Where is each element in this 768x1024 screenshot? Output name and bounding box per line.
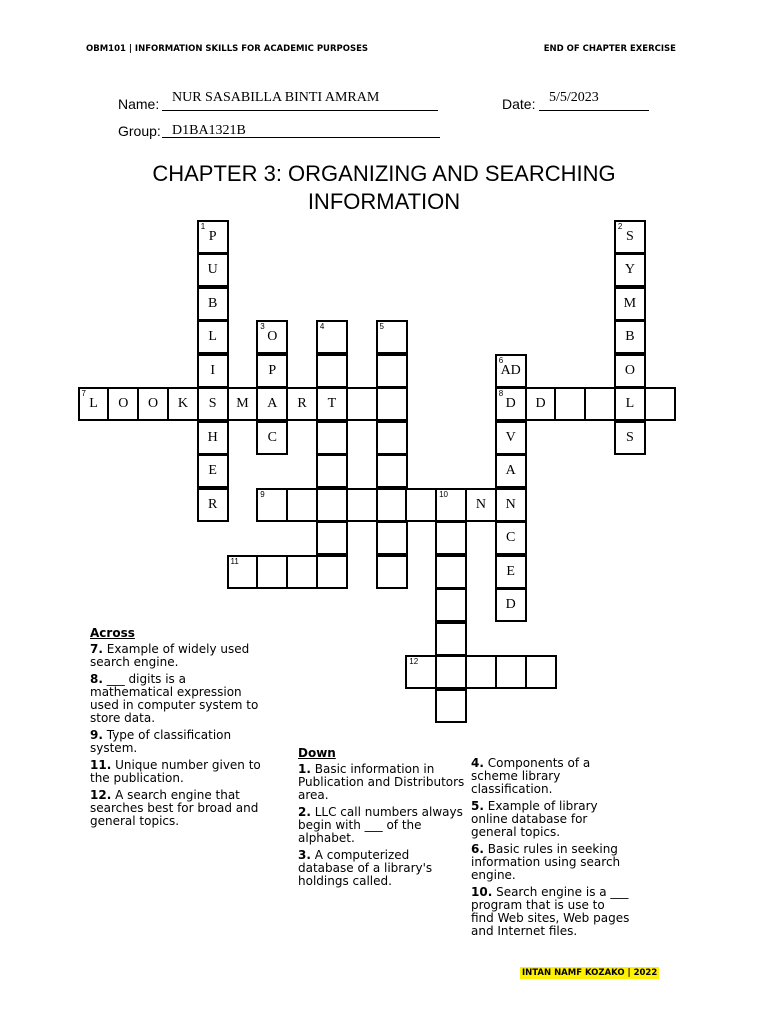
down-clues: [298, 747, 468, 892]
group-label: Group:: [118, 123, 161, 139]
crossword-cell[interactable]: [495, 521, 527, 555]
crossword-cell[interactable]: [465, 655, 497, 689]
clue-text: Example of widely used search engine.: [90, 642, 250, 669]
clue-text: A computerized database of a library's holdings called.: [298, 848, 433, 888]
cell-letter: S: [208, 396, 217, 411]
crossword-cell[interactable]: [376, 320, 408, 354]
cell-letter: B: [208, 295, 218, 311]
crossword-cell[interactable]: [525, 655, 557, 689]
crossword-cell[interactable]: [256, 421, 288, 455]
crossword-cell[interactable]: [286, 387, 318, 421]
cell-letter: K: [177, 396, 188, 411]
cell-letter: V: [505, 429, 516, 445]
clue-number: 5.: [471, 799, 484, 813]
down-clues-continued: [471, 757, 631, 942]
crossword-cell[interactable]: [346, 488, 378, 522]
crossword-cell[interactable]: [286, 488, 318, 522]
clue-item: [90, 729, 270, 755]
crossword-cell[interactable]: [197, 354, 229, 388]
crossword-cell[interactable]: [256, 354, 288, 388]
clue-number: 1.: [298, 762, 311, 776]
crossword-cell[interactable]: [614, 354, 646, 388]
crossword-cell[interactable]: [197, 320, 229, 354]
cell-number: 2: [617, 221, 623, 231]
crossword-cell[interactable]: [435, 655, 467, 689]
crossword-cell[interactable]: [316, 555, 348, 589]
name-value: NUR SASABILLA BINTI AMRAM: [172, 90, 380, 105]
crossword-cell[interactable]: [286, 555, 318, 589]
footer-author: INTAN NAMF KOZAKO | 2022: [522, 968, 658, 978]
crossword-cell[interactable]: [376, 354, 408, 388]
course-title: OBM101 | INFORMATION SKILLS FOR ACADEMIC PURPOSES: [86, 44, 368, 54]
cell-letter: I: [210, 362, 216, 378]
cell-letter: A: [267, 396, 278, 411]
crossword-cell[interactable]: [197, 488, 229, 522]
crossword-cell[interactable]: [376, 387, 408, 421]
crossword-cell[interactable]: [197, 421, 229, 455]
cell-letter: S: [625, 429, 634, 445]
crossword-cell[interactable]: [376, 521, 408, 555]
clue-item: [298, 806, 468, 845]
clue-number: 7.: [90, 642, 103, 656]
cell-number: 10: [439, 489, 448, 499]
cell-letter: N: [505, 496, 516, 512]
crossword-cell[interactable]: [256, 387, 288, 421]
cell-number: 6: [498, 355, 504, 365]
cell-number: 12: [409, 657, 419, 666]
crossword-cell[interactable]: [376, 488, 408, 522]
crossword-cell[interactable]: [137, 387, 169, 421]
cell-letter: M: [236, 396, 249, 411]
crossword-cell[interactable]: [197, 253, 229, 287]
crossword-cell[interactable]: [316, 421, 348, 455]
cell-letter: O: [118, 396, 129, 411]
cell-letter: E: [208, 463, 217, 478]
crossword-cell[interactable]: [495, 488, 527, 522]
crossword-cell[interactable]: [256, 555, 288, 589]
cell-number: 3: [260, 322, 265, 331]
clue-text: Type of classification system.: [90, 728, 232, 755]
clue-number: 11.: [90, 758, 112, 772]
cell-number: 9: [260, 489, 265, 499]
clue-number: 3.: [298, 848, 311, 862]
clue-text: Basic rules in seeking information using search engine.: [471, 842, 621, 882]
cell-letter: E: [506, 563, 515, 579]
clue-text: Search engine is a ___ program that is use to find Web sites, Web pages and Internet files.: [471, 885, 630, 938]
clue-item: [90, 789, 270, 828]
cell-number: 7: [81, 389, 86, 398]
section-title: END OF CHAPTER EXERCISE: [543, 44, 676, 54]
crossword-cell[interactable]: [465, 488, 497, 522]
crossword-cell[interactable]: [614, 253, 646, 287]
cell-number: 5: [379, 322, 384, 331]
crossword-cell[interactable]: [107, 387, 139, 421]
crossword-cell[interactable]: [346, 387, 378, 421]
clue-item: [471, 757, 631, 796]
clue-text: LLC call numbers always begin with ___ of the alphabet.: [298, 805, 463, 845]
crossword-cell[interactable]: [376, 421, 408, 455]
group-value: D1BA1321B: [172, 123, 246, 138]
clue-number: 6.: [471, 842, 484, 856]
crossword-cell[interactable]: [405, 488, 437, 522]
crossword-cell[interactable]: [435, 488, 467, 522]
clue-text: Basic information in Publication and Distributors area.: [298, 762, 465, 802]
crossword-cell[interactable]: [614, 421, 646, 455]
crossword-cell[interactable]: [197, 220, 229, 254]
chapter-subtitle: INFORMATION: [307, 189, 461, 214]
crossword-cell[interactable]: [405, 655, 437, 689]
crossword-cell[interactable]: [197, 387, 229, 421]
clue-number: 4.: [471, 756, 484, 770]
crossword-cell[interactable]: [614, 220, 646, 254]
cell-letter: M: [623, 295, 637, 311]
crossword-cell[interactable]: [495, 354, 527, 388]
cell-letter: D: [505, 597, 516, 612]
cell-letter: P: [268, 362, 277, 378]
crossword-cell[interactable]: [584, 387, 616, 421]
cell-letter: O: [267, 329, 278, 344]
cell-letter: AD: [500, 362, 521, 378]
crossword-cell[interactable]: [614, 320, 646, 354]
name-label: Name:: [118, 96, 160, 112]
cell-letter: C: [506, 530, 516, 545]
crossword-cell[interactable]: [495, 454, 527, 488]
crossword-cell[interactable]: [614, 287, 646, 321]
crossword-cell[interactable]: [227, 555, 259, 589]
cell-letter: B: [625, 329, 635, 344]
crossword-cell[interactable]: [554, 387, 586, 421]
crossword-cell[interactable]: [316, 521, 348, 555]
crossword-cell[interactable]: [316, 354, 348, 388]
cell-letter: H: [207, 429, 218, 445]
crossword-cell[interactable]: [316, 387, 348, 421]
crossword-cell[interactable]: [495, 421, 527, 455]
clue-item: [90, 643, 270, 669]
crossword-cell[interactable]: [614, 387, 646, 421]
clue-number: 10.: [471, 885, 493, 899]
clue-number: 8.: [90, 672, 103, 686]
cell-letter: C: [267, 429, 277, 445]
clue-number: 9.: [90, 728, 103, 742]
crossword-cell[interactable]: [256, 320, 288, 354]
cell-letter: A: [505, 463, 516, 478]
clue-text: ___ digits is a mathematical expression used in computer system to store data.: [90, 672, 259, 725]
cell-letter: Y: [624, 262, 635, 277]
crossword-cell[interactable]: [525, 387, 557, 421]
cell-number: 4: [319, 322, 325, 331]
crossword-cell[interactable]: [435, 622, 467, 656]
across-heading: Across: [90, 626, 135, 640]
date-label: Date:: [502, 96, 536, 112]
crossword-cell[interactable]: [227, 387, 259, 421]
crossword-cell[interactable]: [495, 387, 527, 421]
cell-letter: D: [535, 396, 546, 411]
crossword-cell[interactable]: [316, 488, 348, 522]
clue-text: Example of library online database for general topics.: [471, 799, 598, 839]
across-clues: [90, 627, 270, 832]
clue-item: [471, 886, 631, 938]
cell-letter: P: [208, 228, 217, 244]
cell-letter: U: [207, 262, 218, 277]
crossword-cell[interactable]: [495, 555, 527, 589]
crossword-cell[interactable]: [316, 320, 348, 354]
date-value: 5/5/2023: [549, 90, 599, 105]
clue-item: [90, 673, 270, 725]
cell-letter: R: [208, 496, 218, 512]
cell-number: 1: [200, 221, 206, 231]
chapter-title: CHAPTER 3: ORGANIZING AND SEARCHING: [152, 161, 616, 186]
cell-letter: L: [625, 396, 635, 411]
crossword-cell[interactable]: [316, 454, 348, 488]
crossword-cell[interactable]: [197, 287, 229, 321]
cell-letter: N: [475, 496, 486, 512]
crossword-cell[interactable]: [167, 387, 199, 421]
down-heading: Down: [298, 746, 336, 760]
cell-letter: R: [297, 396, 307, 411]
crossword-cell[interactable]: [435, 689, 467, 723]
cell-letter: T: [327, 396, 337, 411]
clue-item: [90, 759, 270, 785]
crossword-cell[interactable]: [197, 454, 229, 488]
cell-letter: S: [625, 228, 634, 244]
crossword-cell[interactable]: [435, 555, 467, 589]
crossword-cell[interactable]: [435, 588, 467, 622]
crossword-cell[interactable]: [644, 387, 676, 421]
crossword-cell[interactable]: [435, 521, 467, 555]
cell-letter: O: [624, 362, 635, 378]
clue-item: [471, 800, 631, 839]
cell-letter: L: [89, 396, 98, 411]
clue-text: A search engine that searches best for broad and general topics.: [90, 788, 259, 828]
crossword-cell[interactable]: [376, 454, 408, 488]
clue-item: [298, 763, 468, 802]
clue-item: [471, 843, 631, 882]
clue-item: [298, 849, 468, 888]
cell-number: 11: [230, 556, 239, 566]
crossword-cell[interactable]: [495, 655, 527, 689]
crossword-cell[interactable]: [256, 488, 288, 522]
crossword-cell[interactable]: [78, 387, 110, 421]
cell-letter: L: [208, 329, 217, 344]
clue-text: Components of a scheme library classification.: [471, 756, 591, 796]
clue-text: Unique number given to the publication.: [90, 758, 261, 785]
crossword-cell[interactable]: [495, 588, 527, 622]
crossword-cell[interactable]: [376, 555, 408, 589]
cell-number: 8: [498, 389, 504, 398]
clue-number: 12.: [90, 788, 112, 802]
cell-letter: D: [505, 396, 516, 411]
clue-number: 2.: [298, 805, 311, 819]
cell-letter: O: [148, 396, 159, 411]
